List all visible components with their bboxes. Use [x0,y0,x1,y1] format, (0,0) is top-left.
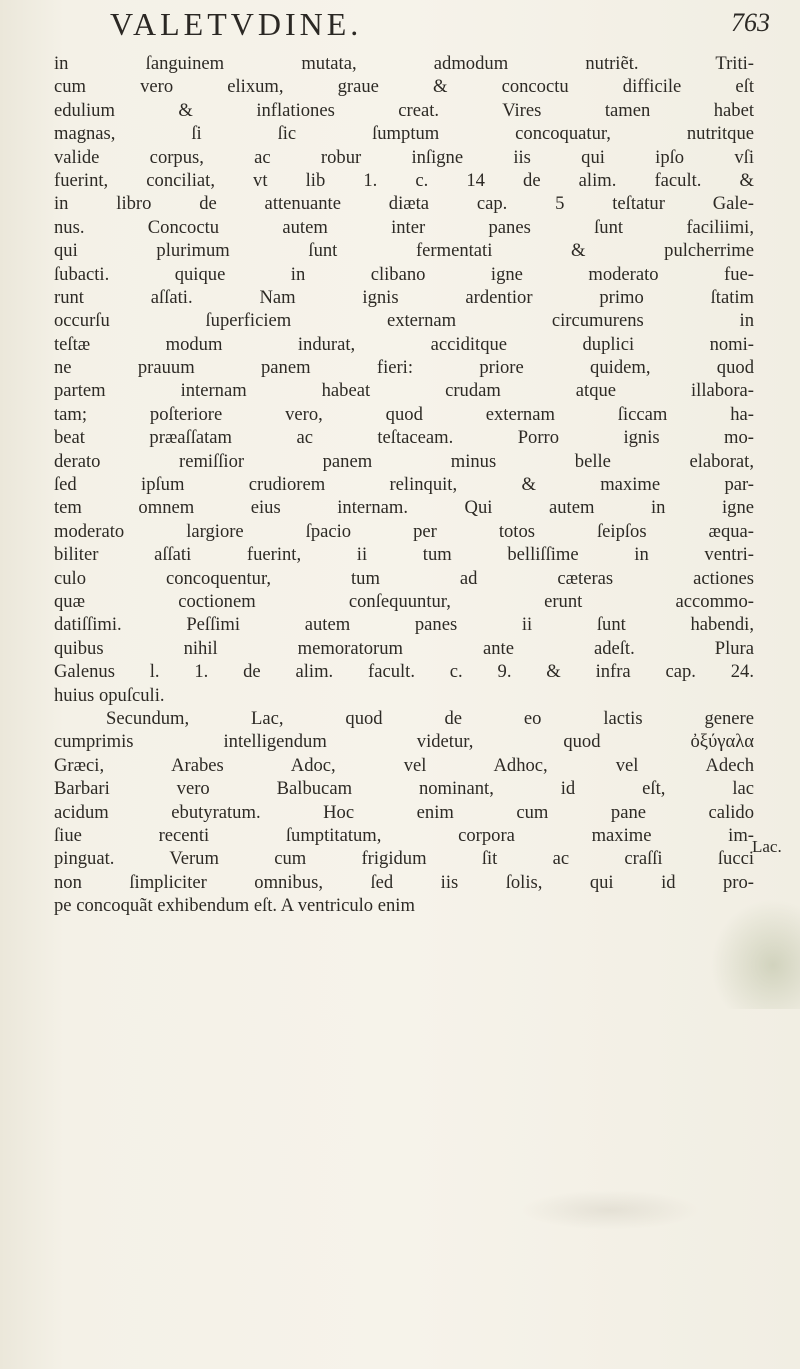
text-line: in ſanguinem mutata, admodum nutriẽt. Triti- [54,53,754,74]
text-line: qui plurimum ſunt fermentati & pulcherrime [54,240,754,262]
margin-note: Lac. [752,837,782,856]
text-line: moderato largiore ſpacio per totos ſeipſos æqua- [54,520,754,542]
text-line: occurſu ſuperficiem externam circumurens in [54,310,754,332]
page-stain [710,899,800,1009]
text-line: ſubacti. quique in clibano igne moderato fue- [54,263,754,285]
text-line: ſiue recenti ſumptitatum, corpora maxime im- [54,824,754,846]
text-line: runt aſſati. Nam ignis ardentior primo ſtatim [54,286,754,308]
text-line: cumprimis intelligendum videtur, quod ὀξύγαλα [54,731,754,753]
text-line: quibus nihil memoratorum ante adeſt. Plura [54,637,754,659]
text-line: nus. Concoctu autem inter panes ſunt faciliimi, [54,216,754,238]
text-line: pinguat. Verum cum frigidum ſit ac craſſi ſucci [54,848,754,870]
text-line: biliter aſſati fuerint, ii tum belliſſime in ventri- [54,544,754,566]
text-line: quæ coctionem conſequuntur, erunt accommo- [54,590,754,612]
text-line: tam; poſteriore vero, quod externam ſiccam ha- [54,403,754,425]
running-header [110,6,770,46]
body-text [54,52,754,917]
text-line: fuerint, conciliat, vt lib 1. c. 14 de alim. facult. & [54,169,754,191]
text-line: Barbari vero Balbucam nominant, id eſt, lac [54,778,754,800]
text-line: valide corpus, ac robur inſigne iis qui ipſo vſi [54,146,754,168]
text-line: teſtæ modum indurat, acciditque duplici nomi- [54,333,754,355]
text-line: partem internam habeat crudam atque illabora- [54,380,754,402]
text-line: huius opuſculi. [54,684,165,706]
text-line: beat præaſſatam ac teſtaceam. Porro ignis mo- [54,427,754,449]
text-line: pe concoquãt exhibendum eſt. A ventriculo enim [54,895,415,917]
text-line: Secundum, Lac, quod de eo lactis genere [106,707,754,729]
text-line: edulium & inflationes creat. Vires tamen habet [54,99,754,121]
text-line: culo concoquentur, tum ad cæteras actiones [54,567,754,589]
running-title: VALETVDINE. [110,6,363,42]
page-stain-lower [520,1190,700,1230]
page-number: 763 [731,8,770,37]
text-line: datiſſimi. Peſſimi autem panes ii ſunt habendi, [54,614,754,636]
text-line: ſed ipſum crudiorem relinquit, & maxime par- [54,474,754,496]
text-line: derato remiſſior panem minus belle elaborat, [54,450,754,472]
text-line: cum vero elixum, graue & concoctu difficile eſt [54,76,754,98]
text-line: non ſimpliciter omnibus, ſed iis ſolis, qui id pro- [54,871,754,893]
text-line: ne prauum panem fieri: priore quidem, quod [54,357,754,379]
text-line: magnas, ſi ſic ſumptum concoquatur, nutritque [54,123,754,145]
text-line: Græci, Arabes Adoc, vel Adhoc, vel Adech [54,754,754,776]
text-line: in libro de attenuante diæta cap. 5 teſtatur Gale- [54,193,754,215]
text-line: Galenus l. 1. de alim. facult. c. 9. & infra cap. 24. [54,661,754,683]
text-line: tem omnem eius internam. Qui autem in igne [54,497,754,519]
text-line: acidum ebutyratum. Hoc enim cum pane calido [54,801,754,823]
